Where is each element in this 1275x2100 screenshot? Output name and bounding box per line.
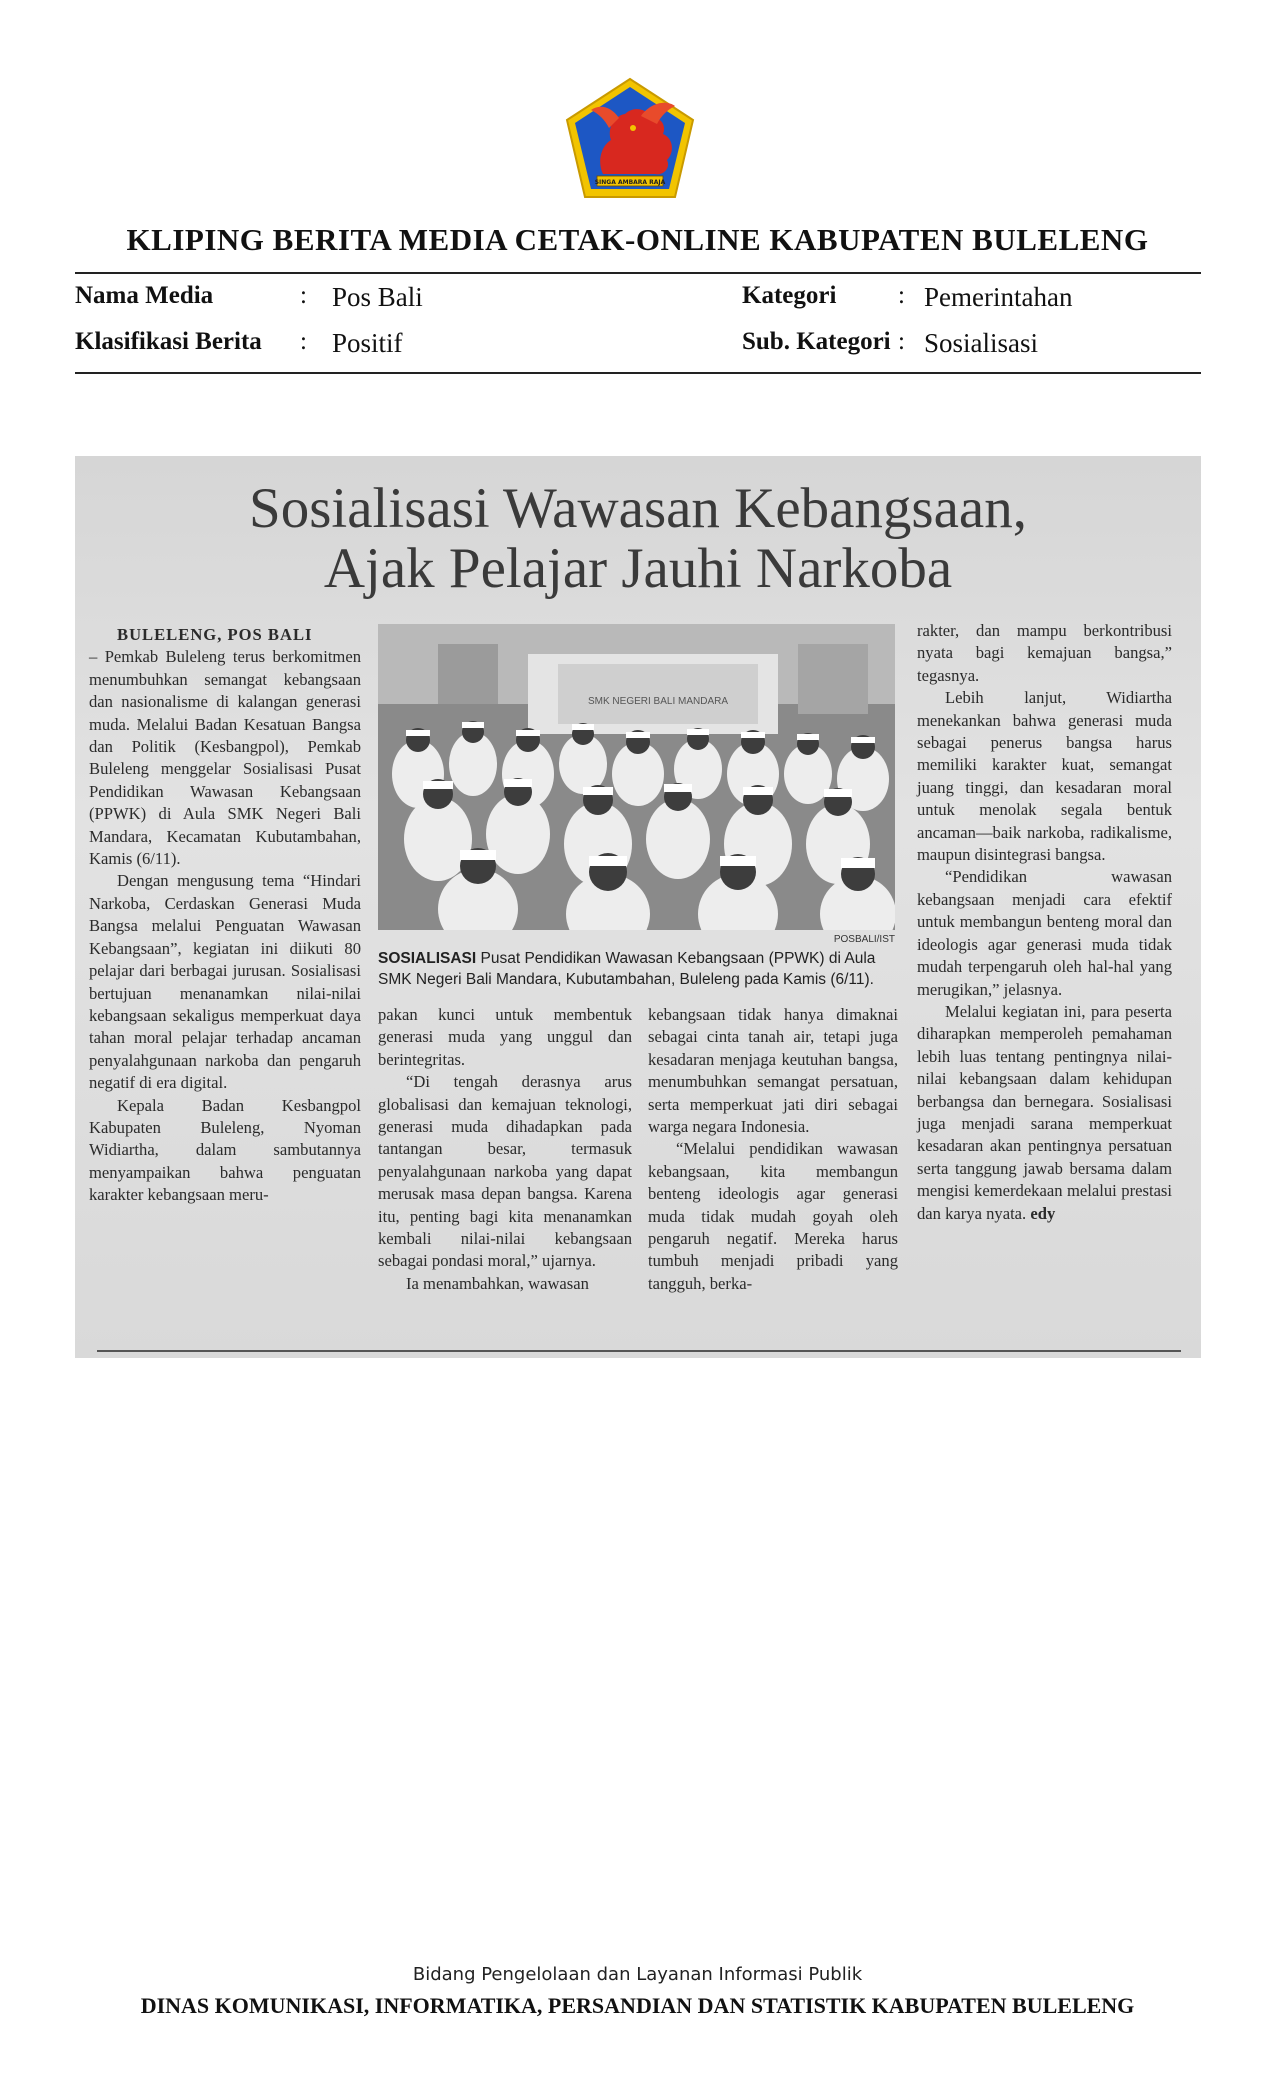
article-paragraph: “Melalui pendidikan wawasan kebangsaan, kita membangun benteng ideologis agar generasi muda tidak mudah goyah oleh pengaruh negatif. Mereka harus tumbuh menjadi pribadi yang tangguh, berka- — [648, 1139, 898, 1293]
headline-line-1: Sosialisasi Wawasan Kebangsaan, — [249, 477, 1027, 540]
media-value: Pos Bali — [332, 282, 423, 312]
article-paragraph — [917, 1001, 1172, 1225]
category-value: Pemerintahan — [924, 282, 1073, 312]
article-paragraph: Lebih lanjut, Widiartha menekankan bahwa generasi muda sebagai penerus bangsa harus memiliki karakter kuat, semangat juang tinggi, dan kesadaran moral untuk menolak segala bentuk ancaman—baik narkoba, radikalisme, maupun disintegrasi bangsa. — [917, 688, 1172, 865]
media-label: Nama Media — [75, 282, 214, 309]
article-column-3 — [648, 1004, 898, 1295]
article-paragraph: kebangsaan tidak hanya dimaknai sebagai cinta tanah air, tetapi juga kesadaran menjaga keutuhan bangsa, menumbuhkan semangat persatuan, serta memperkuat jati diri sebagai warga negara Indonesia. — [648, 1005, 898, 1137]
clipping-bottom-rule — [97, 1350, 1181, 1352]
classification-label: Klasifikasi Berita — [75, 328, 262, 355]
event-photo — [378, 624, 895, 930]
svg-text:SMK NEGERI BALI MANDARA: SMK NEGERI BALI MANDARA — [587, 696, 729, 707]
closing-text: Melalui kegiatan ini, para peserta diharapkan memperoleh pemahaman lebih luas tentang pentingnya nilai-nilai kebangsaan dalam kehidupan berbangsa dan bernegara. Sosialisasi juga menjadi sarana memperkuat kesadaran akan pentingnya persatuan serta tanggung jawab bersama dalam mengisi kemerdekaan melalui prestasi dan karya nyata. — [917, 1001, 1172, 1223]
caption-text: Pusat Pendidikan Wawasan Kebangsaan (PPWK) di Aula SMK Negeri Bali Mandara, Kubutambahan, Buleleng pada Kamis (6/11). — [378, 950, 876, 988]
classification-colon: : — [300, 328, 307, 355]
dateline: BULELENG, POS BALI — [117, 625, 313, 644]
photo-caption — [378, 948, 898, 990]
title-divider — [75, 272, 1201, 274]
headline-line-2: Ajak Pelajar Jauhi Narkoba — [323, 537, 953, 600]
article-paragraph: Kepala Badan Kesbangpol Kabupaten Buleleng, Nyoman Widiartha, dalam sambutannya menyampaikan bahwa penguatan karakter kebangsaan meru- — [89, 1095, 361, 1205]
byline: edy — [1030, 1203, 1056, 1223]
event-photo-image — [378, 624, 895, 930]
meta-divider — [75, 372, 1201, 374]
caption-lead: SOSIALISASI — [378, 950, 477, 967]
article-paragraph: Ia menambahkan, wawasan — [406, 1273, 589, 1293]
photo-credit: POSBALI/IST — [833, 934, 895, 945]
article-column-4 — [917, 620, 1172, 1225]
article-paragraph: pakan kunci untuk membentuk generasi muda yang unggul dan berintegritas. — [378, 1005, 632, 1069]
footer-agency: DINAS KOMUNIKASI, INFORMATIKA, PERSANDIAN DAN STATISTIK KABUPATEN BULELENG — [140, 1993, 1135, 2018]
svg-text:SINGA AMBARA RAJA: SINGA AMBARA RAJA — [594, 179, 666, 186]
classification-value: Positif — [332, 328, 403, 358]
article-paragraph: “Di tengah derasnya arus globalisasi dan kemajuan teknologi, generasi muda dihadapkan pada tantangan besar, termasuk penyalahgunaan narkoba yang dapat merusak masa depan bangsa. Karena itu, penting bagi kita menanamkan kembali nilai-nilai kebangsaan sebagai pondasi moral,” ujarnya. — [378, 1072, 632, 1271]
article-column-1 — [89, 624, 361, 1207]
article-column-2 — [378, 1004, 632, 1295]
media-colon: : — [300, 282, 307, 309]
page-title: KLIPING BERITA MEDIA CETAK-ONLINE KABUPATEN BULELENG — [126, 222, 1149, 257]
category-label: Kategori — [742, 282, 837, 309]
singa-ambara-raja-emblem — [563, 76, 697, 200]
article-paragraph: “Pendidikan wawasan kebangsaan menjadi cara efektif untuk membangun benteng moral dan ideologis agar generasi muda tidak mudah terpengaruh oleh hal-hal yang merugikan,” jelasnya. — [917, 867, 1172, 999]
article-paragraph: – Pemkab Buleleng terus berkomitmen menumbuhkan semangat kebangsaan dan nasionalisme di kalangan generasi muda. Melalui Badan Kesatuan Bangsa dan Politik (Kesbangpol), Pemkab Buleleng menggelar Sosialisasi Pusat Pendidikan Wawasan Kebangsaan (PPWK) di Aula SMK Negeri Bali Mandara, Kecamatan Kubutambahan, Kamis (6/11). — [89, 647, 361, 869]
subcategory-colon: : — [898, 328, 905, 355]
subcategory-label: Sub. Kategori — [742, 328, 891, 355]
category-colon: : — [898, 282, 905, 309]
article-paragraph: rakter, dan mampu berkontribusi nyata bagi kemajuan bangsa,” tegasnya. — [917, 621, 1172, 685]
subcategory-value: Sosialisasi — [924, 328, 1039, 358]
news-clipping — [75, 456, 1201, 1358]
footer-department: Bidang Pengelolaan dan Layanan Informasi Publik — [412, 1964, 863, 1985]
article-paragraph: Dengan mengusung tema “Hindari Narkoba, Cerdaskan Generasi Muda Bangsa melalui Penguatan Wawasan Kebangsaan”, kegiatan ini diikuti 80 pelajar dari berbagai jurusan. Sosialisasi bertujuan menanamkan nilai-nilai kebangsaan sekaligus memperkuat daya tahan moral pelajar terhadap ancaman penyalahgunaan narkoba dan pengaruh negatif di era digital. — [89, 871, 361, 1093]
buleleng-logo — [563, 76, 697, 200]
